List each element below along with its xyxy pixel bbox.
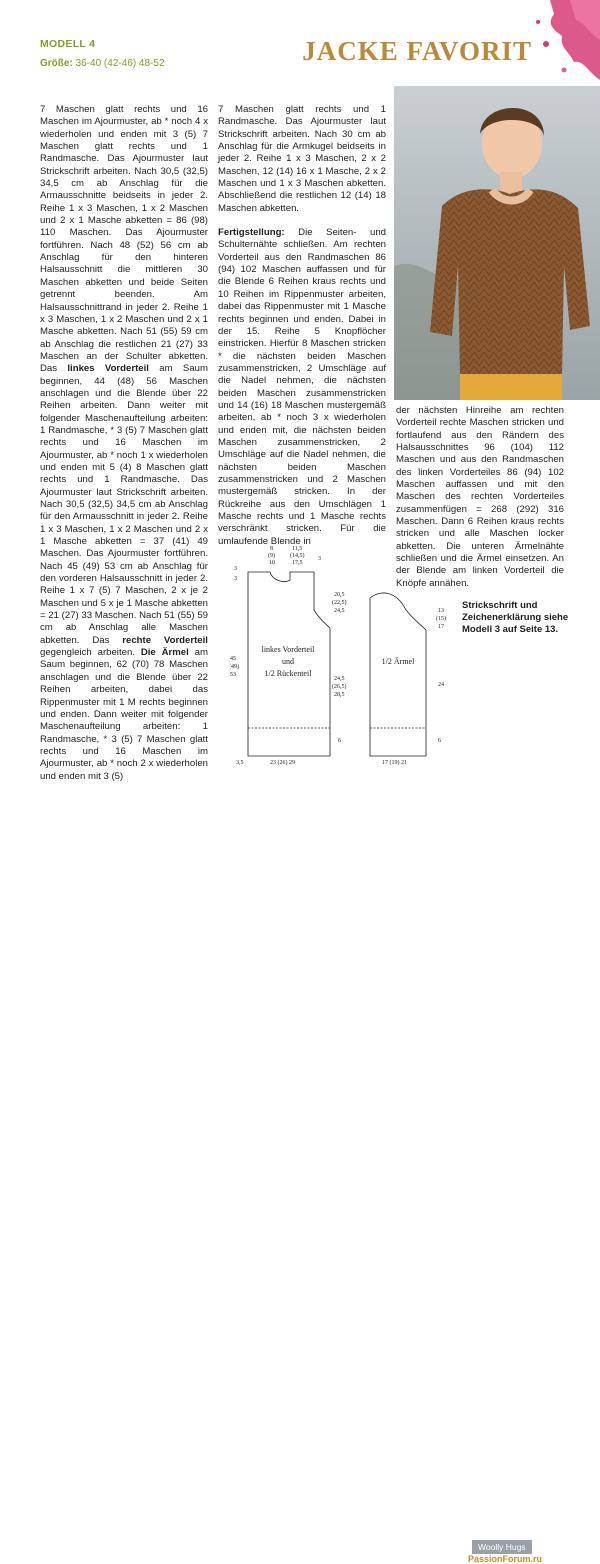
- measure-sleeve-bottom: 17 (19) 21: [382, 760, 407, 766]
- text-column-3: der nächsten Hinreihe am rechten Vorderteil rechte Maschen stricken und fortlaufend aus den Rändern des Halsausschnittes 96 (104) 112 Maschen und aus den Randmaschen des linken Vorderteiles 86 (94) 102 Maschen auffassen und mit den Maschen des rechten Vorderteiles zusammenfügen = 268 (292) 316 Maschen. Dann 6 Reihen kraus rechts stricken und alle Maschen locker abketten. Die unteren Ärmelnähte schließen und die Ärmel einsetzen. An der Blende am linken Vorderteil die Knöpfe annähen.: [396, 405, 564, 589]
- schematic-body-label-2: und: [282, 657, 294, 666]
- pattern-schematic: [230, 540, 460, 770]
- heading-sleeves: Die Ärmel: [140, 647, 189, 659]
- sleeve-outline: [370, 593, 426, 756]
- measure-sleeve-rib: 6: [438, 738, 441, 744]
- measure-rib: 6: [338, 738, 341, 744]
- model-number: MODELL 4: [40, 38, 96, 50]
- sleeve-paragraph: 7 Maschen glatt rechts und 1 Randmasche. Das Ajourmuster laut Strickschrift arbeiten. Nach 30 cm ab Anschlag für die Armkugel beidseits in jeder 2. Reihe 1 x 3 Maschen, 2 x 2 Maschen, 12 (14) 16 x 1 Masche, 2 x 2 Maschen und 1 x 3 Maschen abketten. Abschließend die restlichen 12 (14) 18 Maschen abketten.: [218, 104, 386, 214]
- size-label: Größe:: [40, 58, 73, 69]
- text-column-2: [218, 104, 386, 548]
- measure-armhole-1: 20,5: [334, 592, 345, 598]
- measure-armhole-3: 24,5: [334, 608, 345, 614]
- text-run: 7 Maschen glatt rechts und 16 Maschen im Ajourmuster, ab * noch 4 x wiederholen und enden mit 3 (5) 7 Maschen glatt rechts und 1 Randmasche. Das Ajourmuster laut Strickschrift arbeiten. Nach 30,5 (32,5) 34,5 cm ab Anschlag für die Armausschnitte beidseits in jeder 2. Reihe 1 x 3 Maschen, 1 x 2 Maschen und 2 x 1 Masche abketten = 86 (98) 110 Maschen. Das Ajourmuster fortführen. Nach 48 (52) 56 cm ab Anschlag für den hinteren Halsausschnitt die mittleren 30 Maschen abketten und beide Seiten getrennt beenden. Am Halsausschnittrand in jeder 2. Reihe 1 x 3 Maschen, 1 x 2 Maschen und 2 x 1 Masche abketten. Nach 51 (55) 59 cm ab Anschlag die restlichen 21 (27) 33 Maschen an der Schulter abketten. Das: [40, 104, 208, 375]
- size-value: 36-40 (42-46) 48-52: [75, 58, 165, 69]
- heading-right-front: rechte Vorderteil: [122, 634, 208, 646]
- measure-left-2: (49): [230, 664, 239, 670]
- model-photo: [394, 86, 600, 400]
- footer-brand: Woolly Hugs: [472, 1540, 532, 1554]
- measure-side-2: (26,5): [332, 684, 347, 690]
- measure-sleeve-2: (15): [436, 616, 446, 622]
- page-header: [0, 0, 600, 90]
- heading-finishing: Fertigstellung:: [218, 227, 285, 239]
- text-run: gegengleich arbeiten.: [40, 647, 141, 659]
- schematic-sleeve-label: 1/2 Ärmel: [381, 657, 415, 666]
- measure-left-top: 3: [234, 566, 237, 572]
- page-footer: [0, 768, 600, 1564]
- measure-neck: 3: [318, 556, 321, 562]
- heading-left-front: linkes Vorderteil: [67, 363, 149, 375]
- schematic-body-label-3: 1/2 Rückenteil: [264, 669, 312, 678]
- measure-sleeve-length: 24: [438, 682, 444, 688]
- measure-sleeve-1: 13: [438, 608, 444, 614]
- measure-top-5: (14,5): [290, 553, 305, 559]
- text-column-1: [40, 104, 208, 783]
- watermark: PassionForum.ru: [468, 1554, 543, 1564]
- instructions-paragraph: [40, 104, 208, 783]
- measure-side-3: 28,5: [334, 692, 345, 698]
- decorative-splash: [510, 0, 600, 90]
- page-title: JACKE FAVORIT: [302, 36, 532, 66]
- measure-top-4: 11,5: [292, 546, 303, 552]
- measure-left-3: 53: [230, 672, 236, 678]
- page-number: 15: [540, 1539, 552, 1550]
- measure-top-2: (9): [268, 553, 275, 559]
- measure-top-1: 8: [270, 546, 273, 552]
- text-run: am Saum beginnen, 62 (70) 78 Maschen anschlagen und die Blende über 22 Reihen arbeiten, dabei das Rippenmuster mit 1 M rechts beginnen und enden. Dann weiter mit folgender Maschenaufteilung arbeiten: 1 Randmasche, * 3 (5) 7 Maschen glatt rechts und 16 Maschen im Ajourmuster, ab * noch 2 x wiederholen und enden mit 3 (5): [40, 647, 208, 782]
- measure-top-3: 10: [269, 560, 275, 566]
- measure-bottom-width: 23 (26) 29: [270, 760, 295, 766]
- finishing-paragraph: [218, 227, 386, 548]
- reference-note: Strickschrift und Zeichenerklärung siehe Modell 3 auf Seite 13.: [462, 600, 569, 635]
- measure-armhole-2: (22,5): [332, 600, 347, 606]
- measure-bottom-left: 3,5: [236, 760, 244, 766]
- text-run: Die Seiten- und Schulternähte schließen. Am rechten Vorderteil aus den Randmaschen 86 (94) 102 Maschen auffassen und für die Blende 6 Reihen kraus rechts und 10 Reihen im Rippenmuster arbeiten, dabei das Rippenmuster mit 1 Masche rechts beginnen und enden. Dabei in der 15. Reihe 5 Knopflöcher einstricken. Hierfür 8 Maschen stricken * die nächsten beiden Maschen zusammenstricken, 2 Umschläge auf die Nadel nehmen, die nächsten beiden Maschen zusammenstricken und 14 (16) 18 Maschen mustergemäß arbeiten, ab * noch 3 x wiederholen und enden mit, die nächsten beiden Maschen zusammenstricken, 2 Umschläge auf die Nadel nehmen, die nächsten beiden Maschen zusammenstricken und 2 Maschen mustergemäß stricken. In der Rückreihe aus den Umschlägen 1 Masche rechts und 1 Masche rechts verschränkt stricken. Für die umlaufende Blende in: [218, 227, 386, 547]
- schematic-body-label-1: linkes Vorderteil: [261, 645, 315, 654]
- size-line: [40, 58, 165, 69]
- measure-left-1: 45: [230, 656, 236, 662]
- measure-top-6: 17,5: [292, 560, 303, 566]
- measure-left-top-2: 3: [234, 576, 237, 582]
- text-run: am Saum beginnen, 44 (48) 56 Maschen anschlagen und die Blende über 22 Reihen arbeiten. Dann weiter mit folgender Maschenaufteilung arbeiten: 1 Randmasche, * 3 (5) 7 Maschen glatt rechts und 16 Maschen im Ajourmuster, ab * noch 1 x wiederholen und enden mit 5 (4) 8 Maschen glatt rechts und 1 Randmasche. Das Ajourmuster laut Strickschrift arbeiten. Nach 30,5 (32,5) 34,5 cm ab Anschlag für den Armausschnitt in jeder 2. Reihe 1 x 3 Maschen, 1 x 2 Maschen und 2 x 1 Masche abketten = 37 (41) 49 Maschen. Das Ajourmuster fortführen. Nach 45 (49) 53 cm ab Anschlag für den vorderen Halsausschnitt in jeder 2. Reihe 1 x 7 (5) 7 Maschen, 2 x je 2 Maschen und 5 x je 1 Masche abketten = 21 (27) 33 Maschen. Nach 51 (55) 59 cm ab Anschlag alle Maschen abketten. Das: [40, 363, 208, 646]
- measure-sleeve-3: 17: [438, 624, 444, 630]
- measure-side-1: 24,5: [334, 676, 345, 682]
